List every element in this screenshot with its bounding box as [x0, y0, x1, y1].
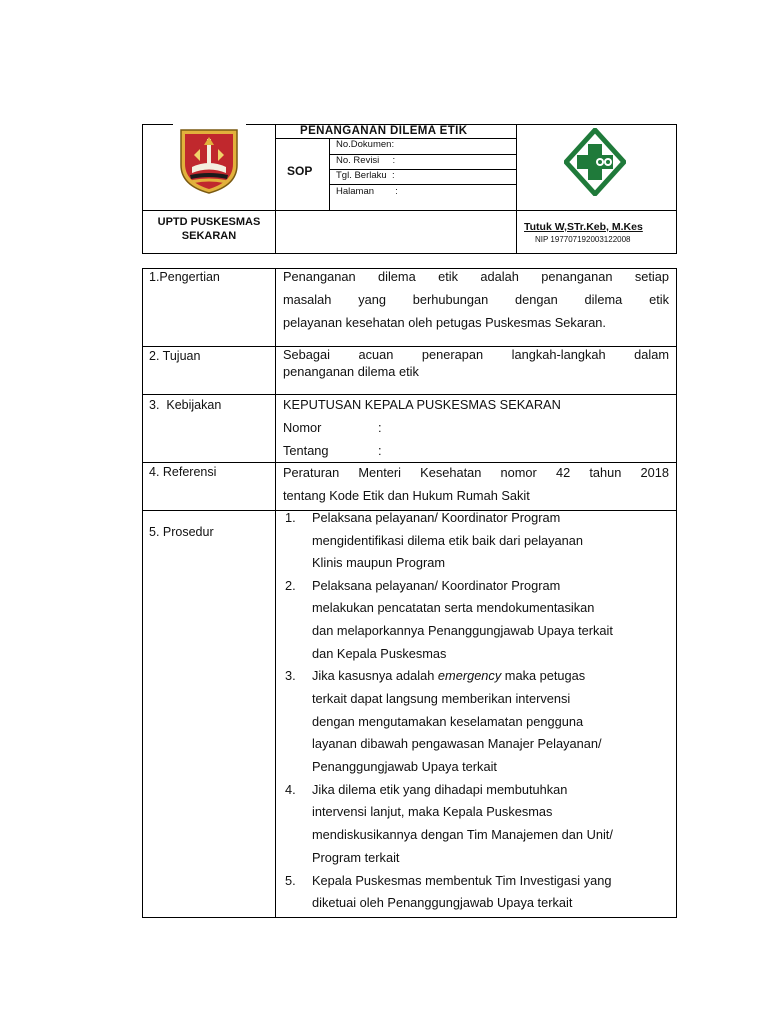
- procedure-text: maka petugas: [501, 668, 586, 683]
- procedure-number: 5.: [285, 873, 296, 888]
- procedure-list: [285, 507, 675, 917]
- procedure-number: 4.: [285, 782, 296, 797]
- pengertian-line-2: masalah yang berhubungan dengan dilema etik: [283, 292, 669, 307]
- procedure-line: Pelaksana pelayanan/ Koordinator Program: [312, 578, 561, 593]
- procedure-line: layanan dibawah pengawasan Manajer Pelayanan/: [312, 736, 602, 751]
- field-no-revisi: No. Revisi :: [336, 155, 396, 166]
- signer-nip: NIP 197707192003122008: [535, 235, 631, 244]
- label-kebijakan: 3. Kebijakan: [149, 398, 222, 412]
- kebijakan-tentang-label: Tentang: [283, 443, 329, 458]
- field-tgl-berlaku: Tgl. Berlaku :: [336, 170, 395, 181]
- procedure-line: intervensi lanjut, maka Kepala Puskesmas: [312, 804, 553, 819]
- procedure-line: Kepala Puskesmas membentuk Tim Investigasi yang: [312, 873, 612, 888]
- text-tujuan: [283, 346, 669, 380]
- tujuan-line-1: Sebagai acuan penerapan langkah-langkah dalam: [283, 347, 669, 362]
- procedure-line: mendiskusikannya dengan Tim Manajemen dan Unit/: [312, 827, 613, 842]
- sop-label: SOP: [287, 164, 313, 178]
- procedure-line-emergency: [312, 665, 585, 688]
- text-referensi: [283, 461, 669, 507]
- organization-name: [143, 215, 275, 243]
- procedure-line: dan Kepala Puskesmas: [312, 646, 447, 661]
- procedure-line: diketuai oleh Penanggungjawab Upaya terkait: [312, 895, 573, 910]
- kebijakan-tentang-colon: :: [378, 443, 382, 458]
- label-prosedur: 5. Prosedur: [149, 525, 214, 539]
- text-pengertian: [283, 265, 669, 334]
- procedure-line: Klinis maupun Program: [312, 555, 446, 570]
- procedure-line: terkait dapat langsung memberikan intervensi: [312, 691, 571, 706]
- puskesmas-health-logo: [564, 128, 626, 196]
- label-pengertian: 1.Pengertian: [149, 270, 220, 284]
- procedure-number: 1.: [285, 510, 296, 525]
- label-referensi: 4. Referensi: [149, 465, 217, 479]
- pengertian-line-3: pelayanan kesehatan oleh petugas Puskesmas Sekaran.: [283, 315, 606, 330]
- org-line-2: SEKARAN: [181, 230, 237, 242]
- referensi-line-2: tentang Kode Etik dan Hukum Rumah Sakit: [283, 488, 530, 503]
- procedure-number: 2.: [285, 578, 296, 593]
- kebijakan-title: KEPUTUSAN KEPALA PUSKESMAS SEKARAN: [283, 397, 561, 412]
- procedure-line: Program terkait: [312, 850, 400, 865]
- procedure-line: Pelaksana pelayanan/ Koordinator Program: [312, 510, 561, 525]
- kebijakan-nomor-colon: :: [378, 420, 382, 435]
- procedure-line: Penanggungjawab Upaya terkait: [312, 759, 497, 774]
- kebijakan-nomor-label: Nomor: [283, 420, 322, 435]
- procedure-line: dan melaporkannya Penanggungjawab Upaya terkait: [312, 623, 613, 638]
- document-title: PENANGANAN DILEMA ETIK: [300, 125, 468, 137]
- procedure-text: Jika kasusnya adalah: [312, 668, 438, 683]
- label-tujuan: 2. Tujuan: [149, 349, 201, 363]
- org-line-1: UPTD PUSKESMAS: [157, 216, 261, 228]
- procedure-number: 3.: [285, 668, 296, 683]
- procedure-line: mengidentifikasi dilema etik baik dari pelayanan: [312, 533, 584, 548]
- procedure-line: dengan mengutamakan keselamatan pengguna: [312, 714, 584, 729]
- referensi-line-1: Peraturan Menteri Kesehatan nomor 42 tahun 2018: [283, 465, 669, 480]
- procedure-line: melakukan pencatatan serta mendokumentasikan: [312, 600, 595, 615]
- emergency-emphasis: emergency: [437, 668, 502, 683]
- tujuan-line-2: penanganan dilema etik: [283, 364, 419, 379]
- procedure-line: Jika dilema etik yang dihadapi membutuhkan: [312, 782, 568, 797]
- signer-name: Tutuk W,STr.Keb, M.Kes: [524, 221, 643, 233]
- field-no-dokumen: No.Dokumen:: [336, 139, 395, 150]
- province-emblem-logo: [178, 127, 240, 195]
- pengertian-line-1: Penanganan dilema etik adalah penanganan setiap: [283, 269, 669, 284]
- field-halaman: Halaman :: [336, 186, 398, 197]
